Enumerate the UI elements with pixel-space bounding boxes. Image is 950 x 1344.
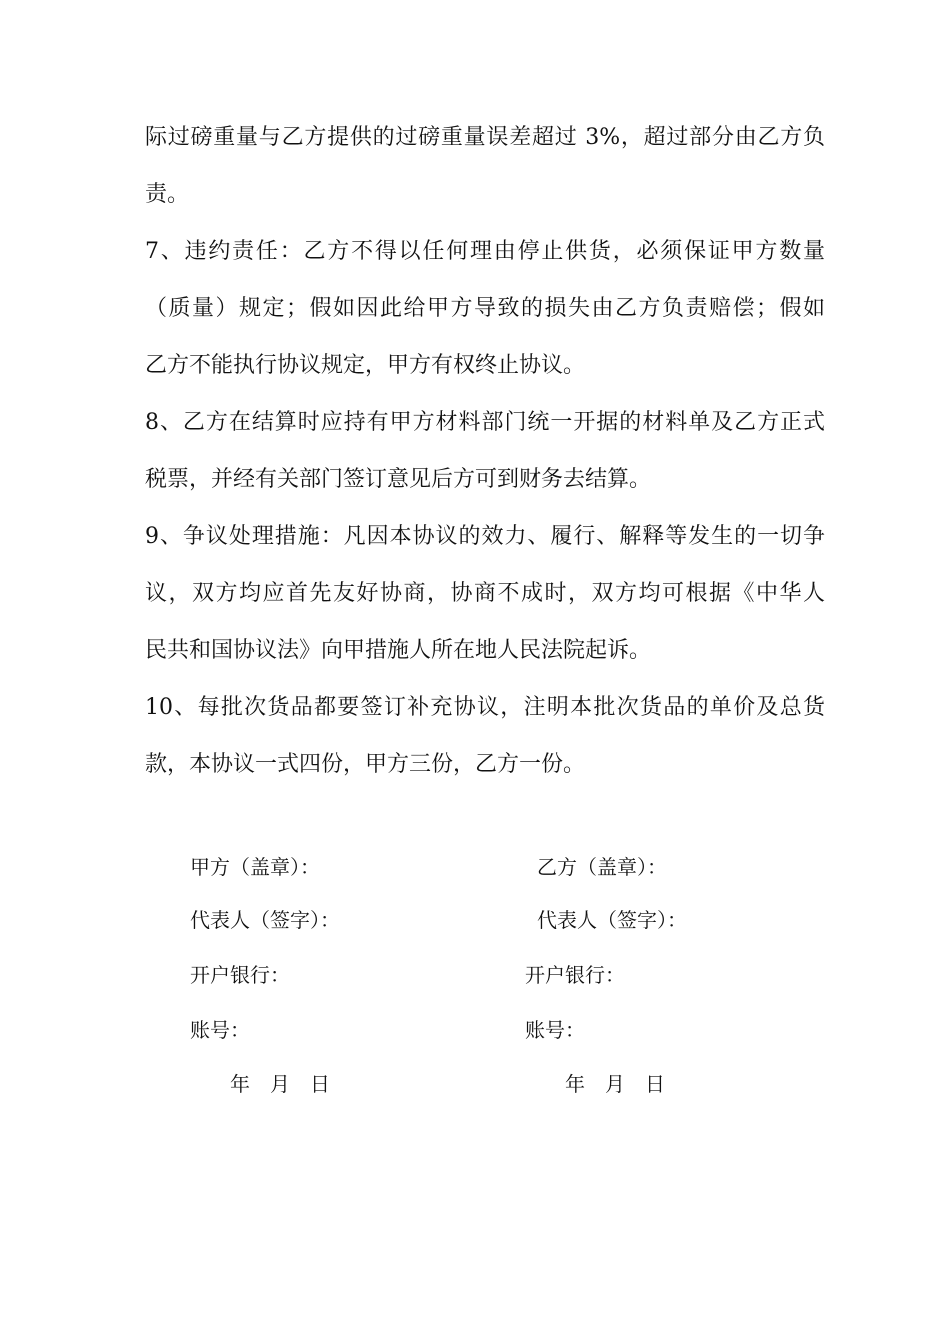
body-line: 责。	[145, 182, 190, 207]
body-line: 际过磅重量与乙方提供的过磅重量误差超过 3%，超过部分由乙方负	[145, 125, 825, 150]
body-line: 乙方不能执行协议规定，甲方有权终止协议。	[145, 353, 586, 378]
party-a-seal-label: 甲方（盖章）：	[190, 855, 320, 879]
party-b-seal-label: 乙方（盖章）：	[537, 855, 667, 879]
body-line: 税票，并经有关部门签订意见后方可到财务去结算。	[145, 467, 652, 492]
party-a-bank-label: 开户银行：	[190, 963, 290, 987]
body-line: 议，双方均应首先友好协商，协商不成时，双方均可根据《中华人	[145, 581, 825, 606]
body-line: （质量）规定；假如因此给甲方导致的损失由乙方负责赔偿；假如	[145, 296, 825, 321]
party-b-representative-label: 代表人（签字）：	[537, 908, 687, 932]
party-b-bank-label: 开户银行：	[525, 963, 625, 987]
body-line: 7、违约责任：乙方不得以任何理由停止供货，必须保证甲方数量	[145, 239, 825, 264]
body-line: 9、争议处理措施：凡因本协议的效力、履行、解释等发生的一切争	[145, 524, 825, 549]
party-b-date-label: 年 月 日	[565, 1072, 665, 1096]
party-a-account-label: 账号：	[190, 1018, 250, 1042]
body-line: 8、乙方在结算时应持有甲方材料部门统一开据的材料单及乙方正式	[145, 410, 825, 435]
body-line: 民共和国协议法》向甲措施人所在地人民法院起诉。	[145, 638, 652, 663]
body-line: 10、每批次货品都要签订补充协议，注明本批次货品的单价及总货	[145, 695, 825, 720]
party-a-representative-label: 代表人（签字）：	[190, 908, 340, 932]
party-a-date-label: 年 月 日	[230, 1072, 330, 1096]
party-b-account-label: 账号：	[525, 1018, 585, 1042]
body-line: 款，本协议一式四份，甲方三份，乙方一份。	[145, 752, 586, 777]
